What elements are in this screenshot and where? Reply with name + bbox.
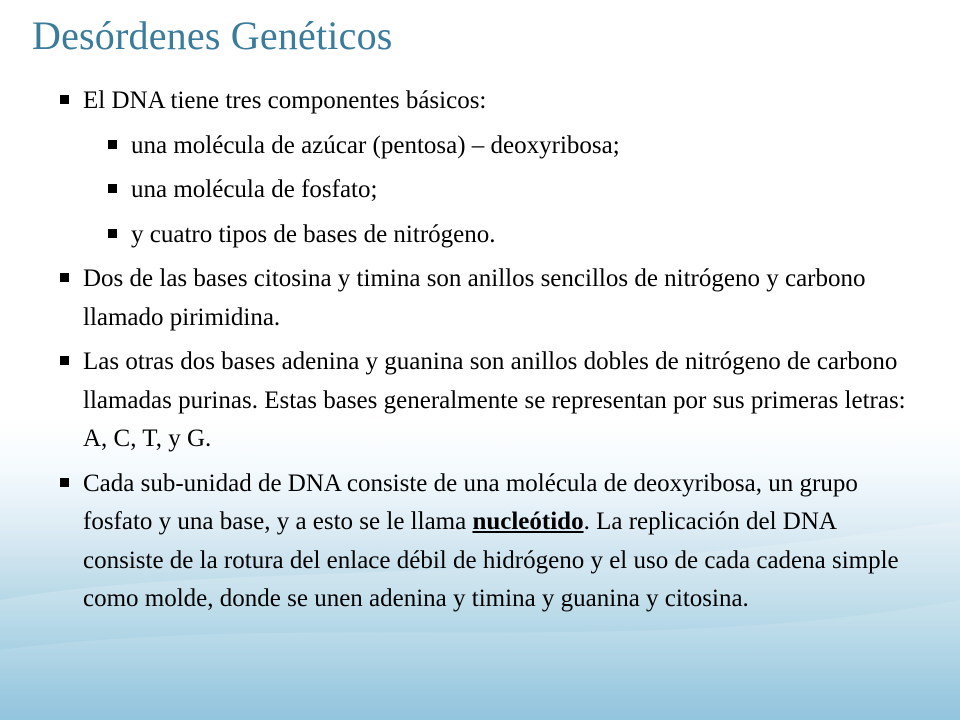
slide-title: Desórdenes Genéticos (32, 13, 393, 58)
sub-bullet-text: y cuatro tipos de bases de nitrógeno. (131, 220, 496, 248)
square-bullet-icon (60, 356, 69, 365)
bullet-text-part: . La replicación del DNA consiste de la rotura del enlace débil de hidrógeno y el uso de cada cadena simple como molde, donde se unen adenina y timina y guanina y citosina. (83, 508, 899, 612)
bullet-item (58, 260, 918, 337)
bullet-text-part: Cada sub-unidad de DNA consiste de una molécula de deoxyribosa, un grupo fosfato y una base, y a esto se le llama (83, 469, 858, 535)
bullet-item (58, 343, 918, 459)
bullet-text-compound (83, 465, 918, 619)
bullet-list (58, 82, 918, 625)
bullet-text: El DNA tiene tres componentes básicos: (83, 87, 487, 114)
bullet-text: Dos de las bases citosina y timina son anillos sencillos de nitrógeno y carbono llamado pirimidina. (83, 265, 866, 331)
sub-bullet-text: una molécula de fosfato; (131, 176, 378, 203)
bullet-text: Las otras dos bases adenina y guanina son anillos dobles de nitrógeno de carbono llamadas purinas. Estas bases generalmente se representan por sus primeras letras: A, C, T, y G. (83, 348, 906, 452)
square-bullet-icon (108, 140, 117, 149)
bullet-item (58, 82, 918, 121)
sub-bullet-text: una molécula de azúcar (pentosa) – deoxyribosa; (131, 131, 620, 159)
sub-bullet-item (106, 171, 918, 210)
square-bullet-icon (60, 95, 69, 104)
nucleotide-term: nucleótido (472, 508, 584, 535)
square-bullet-icon (60, 273, 69, 282)
bullet-item (58, 465, 918, 619)
square-bullet-icon (108, 184, 117, 193)
square-bullet-icon (108, 229, 117, 238)
sub-bullet-item (106, 127, 918, 166)
square-bullet-icon (60, 478, 69, 487)
sub-bullet-item (106, 216, 918, 255)
